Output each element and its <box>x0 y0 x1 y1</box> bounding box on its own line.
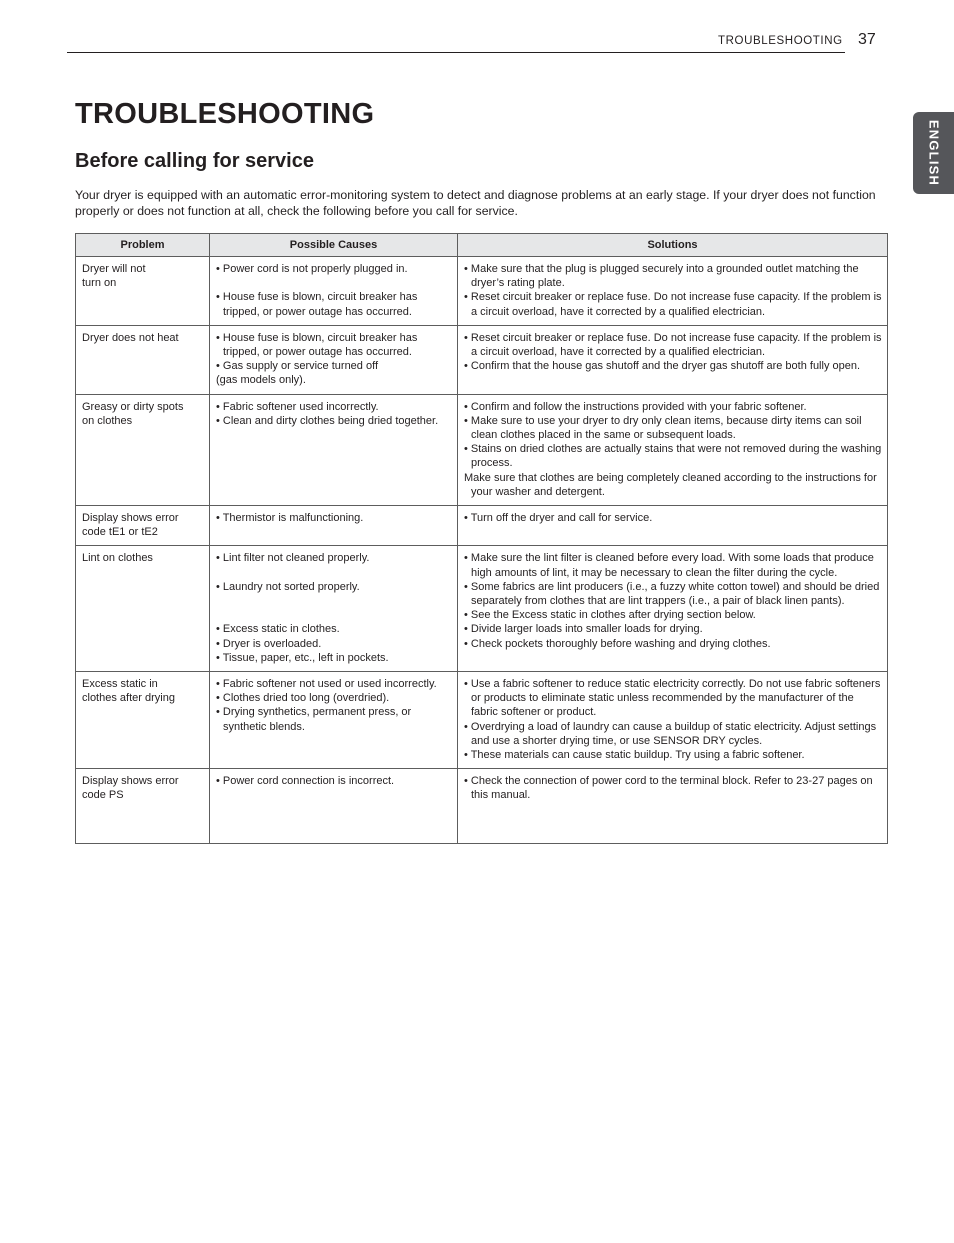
problem-text: Display shows error <box>82 512 179 525</box>
problem-text: Greasy or dirty spots <box>82 400 184 413</box>
solutions-cell <box>458 546 888 672</box>
problem-text: Display shows error <box>82 775 179 788</box>
problem-text: code tE1 or tE2 <box>82 526 158 539</box>
table-row <box>76 394 888 505</box>
troubleshooting-table <box>75 233 888 844</box>
solution-item: • Make sure the lint filter is cleaned before every load. With some loads that produce high amounts of lint, it may be necessary to clean the filter during the cycle. <box>464 552 874 579</box>
solutions-cell <box>458 257 888 326</box>
table-row <box>76 257 888 326</box>
cause-item: • Power cord is not properly plugged in. <box>216 263 408 275</box>
solutions-cell <box>458 506 888 546</box>
solutions-cell <box>458 325 888 394</box>
intro-paragraph: Your dryer is equipped with an automatic error-monitoring system to detect and diagnose problems at an early stage. If your dryer does not function properly or does not function at all, check the following before you call for service. <box>75 188 876 218</box>
causes-cell <box>210 769 458 844</box>
cause-item: • Laundry not sorted properly. <box>216 580 360 593</box>
cause-item: • Fabric softener used incorrectly. <box>216 400 379 413</box>
table-row <box>76 672 888 769</box>
problem-text: Excess static in <box>82 678 158 691</box>
cause-item: • Fabric softener not used or used incorrectly. <box>216 678 437 691</box>
problem-cell <box>76 506 210 546</box>
solution-item: • Use a fabric softener to reduce static electricity correctly. Do not use fabric softeners or products to eliminate static unless recommended by the manufacturer of the fabric softener or product. <box>464 678 881 719</box>
problem-text: clothes after drying <box>82 692 175 705</box>
problem-text: code PS <box>82 789 124 802</box>
header-rule <box>67 52 845 53</box>
causes-cell <box>210 257 458 326</box>
section-title: Before calling for service <box>75 150 314 172</box>
table-row <box>76 769 888 844</box>
problem-cell <box>76 769 210 844</box>
header-solutions: Solutions <box>458 234 888 257</box>
problem-cell <box>76 257 210 326</box>
problem-text: on clothes <box>82 414 133 427</box>
solution-item: • Make sure to use your dryer to dry only clean items, because dirty items can soil clean clothes placed in the same or subsequent loads. <box>464 414 862 442</box>
table-row <box>76 325 888 394</box>
cause-item: • Lint filter not cleaned properly. <box>216 552 370 565</box>
cause-item: • Gas supply or service turned off <box>216 360 379 373</box>
cause-item: • House fuse is blown, circuit breaker has tripped, or power outage has occurred. <box>216 291 418 318</box>
solution-item: • Confirm that the house gas shutoff and the dryer gas shutoff are both fully open. <box>464 360 861 373</box>
problem-cell <box>76 672 210 769</box>
solution-item: • Make sure that the plug is plugged securely into a grounded outlet matching the dryer’s rating plate. <box>464 263 859 290</box>
solution-item: • Confirm and follow the instructions provided with your fabric softener. <box>464 400 807 413</box>
solution-item: • Reset circuit breaker or replace fuse. Do not increase fuse capacity. If the problem is a circuit overload, have it corrected by a qualified electrician. <box>464 291 882 318</box>
table-header-row <box>76 234 888 257</box>
solution-item: • These materials can cause static buildup. Try using a fabric softener. <box>464 749 805 762</box>
language-tab-label: ENGLISH <box>926 119 941 187</box>
problem-cell <box>76 546 210 672</box>
table-row <box>76 546 888 672</box>
solution-item: • Stains on dried clothes are actually stains that were not removed during the washing process. <box>464 443 882 470</box>
causes-cell <box>210 672 458 769</box>
solution-item: • Reset circuit breaker or replace fuse. Do not increase fuse capacity. If the problem is a circuit overload, have it corrected by a qualified electrician. <box>464 331 882 359</box>
problem-text: Lint on clothes <box>82 552 153 565</box>
cause-item: • Tissue, paper, etc., left in pockets. <box>216 651 389 664</box>
solutions-cell <box>458 672 888 769</box>
causes-cell <box>210 506 458 546</box>
cause-item: • House fuse is blown, circuit breaker has tripped, or power outage has occurred. <box>216 331 418 359</box>
causes-cell <box>210 394 458 505</box>
problem-text: Dryer will not <box>82 263 146 275</box>
problem-cell <box>76 325 210 394</box>
solution-item: • Overdrying a load of laundry can cause a buildup of static electricity. Adjust settings and use a shorter drying time, or use SENSOR DRY cycles. <box>464 720 877 747</box>
causes-cell <box>210 546 458 672</box>
problem-text: turn on <box>82 277 117 290</box>
solution-item: • Check the connection of power cord to the terminal block. Refer to 23-27 pages on this manual. <box>464 775 873 802</box>
causes-cell <box>210 325 458 394</box>
header-section-label: TROUBLESHOOTING <box>718 35 843 47</box>
solution-item: • Divide larger loads into smaller loads for drying. <box>464 623 703 636</box>
header-problem: Problem <box>76 234 210 257</box>
cause-item: • Thermistor is malfunctioning. <box>216 512 364 525</box>
cause-item: • Power cord connection is incorrect. <box>216 775 395 788</box>
solution-item: • Some fabrics are lint producers (i.e., a fuzzy white cotton towel) and should be dried separately from clothes that are lint trappers (i.e., a pair of black linen pants). <box>464 580 880 608</box>
cause-item: • Clothes dried too long (overdried). <box>216 692 390 705</box>
cause-item: • Drying synthetics, permanent press, or synthetic blends. <box>216 706 412 733</box>
solution-item: • Check pockets thoroughly before washing and drying clothes. <box>464 637 771 650</box>
solutions-cell <box>458 769 888 844</box>
solution-item: Make sure that clothes are being completely cleaned according to the instructions for your washer and detergent. <box>464 471 877 498</box>
page-number: 37 <box>858 31 876 48</box>
cause-item: • Clean and dirty clothes being dried together. <box>216 414 439 427</box>
problem-text: Dryer does not heat <box>82 331 179 344</box>
cause-item: • Dryer is overloaded. <box>216 637 322 650</box>
solutions-cell <box>458 394 888 505</box>
solution-item: • See the Excess static in clothes after drying section below. <box>464 609 756 622</box>
cause-item: (gas models only). <box>216 374 306 387</box>
solution-item: • Turn off the dryer and call for service. <box>464 512 653 525</box>
table-row <box>76 506 888 546</box>
problem-cell <box>76 394 210 505</box>
cause-item: • Excess static in clothes. <box>216 623 340 636</box>
language-tab <box>913 112 954 194</box>
page-title: TROUBLESHOOTING <box>75 98 375 130</box>
header-possible-causes: Possible Causes <box>210 234 458 257</box>
